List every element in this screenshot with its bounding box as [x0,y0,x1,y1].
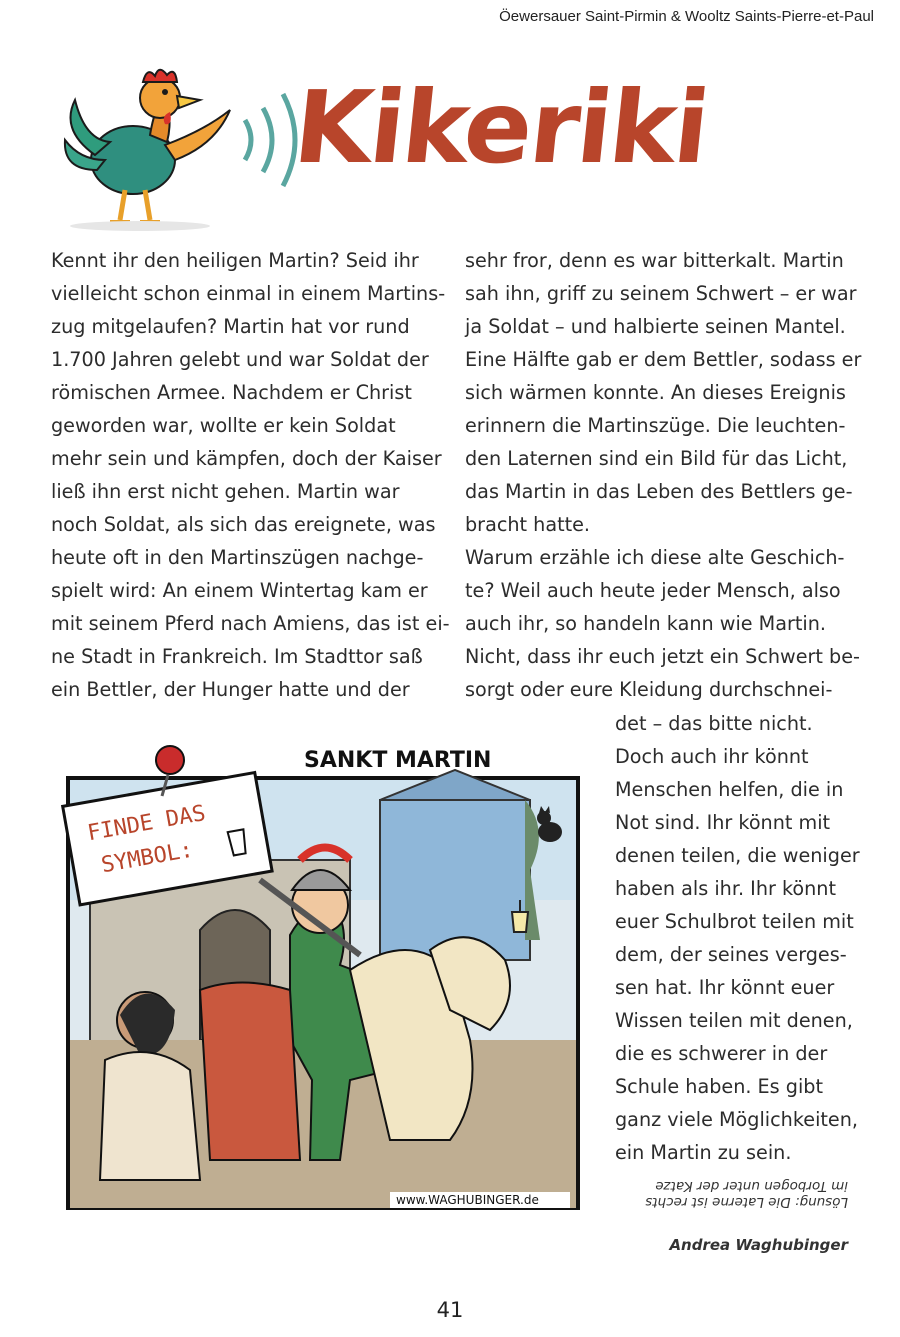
sign-line-2: SYMBOL: [99,837,196,879]
text-line: Warum erzähle ich diese alte Geschich- [465,546,845,569]
text-line: sorgt oder eure Kleidung durchschnei- [465,678,833,701]
text-line: zug mitgelaufen? Martin hat vor rund [51,315,410,338]
text-line: römischen Armee. Nachdem er Christ [51,381,412,404]
text-line: haben als ihr. Ihr könnt [615,877,836,900]
rooster-illustration [55,60,240,235]
text-line: mehr sein und kämpfen, doch der Kaiser [51,447,442,470]
comic-illustration [50,740,585,1215]
solution-line-1: Lösung: Die Laterne ist rechts [645,1194,848,1210]
puzzle-solution-upside-down [618,1178,848,1210]
text-line: spielt wird: An einem Wintertag kam er [51,579,428,602]
text-line: ließ ihn erst nicht gehen. Martin war [51,480,400,503]
text-line: geworden war, wollte er kein Soldat [51,414,396,437]
text-line: den Laternen sind ein Bild für das Licht, [465,447,848,470]
text-line: sehr fror, denn es war bitterkalt. Martin [465,249,844,272]
text-line: sich wärmen konnte. An dieses Ereignis [465,381,846,404]
text-line: Wissen teilen mit denen, [615,1009,853,1032]
text-line: Eine Hälfte gab er dem Bettler, sodass er [465,348,862,371]
text-line: denen teilen, die weniger [615,844,860,867]
text-line: sen hat. Ihr könnt euer [615,976,835,999]
text-line: ein Martin zu sein. [615,1141,792,1164]
page-header: Öewersauer Saint-Pirmin & Wooltz Saints-Pierre-et-Paul [499,8,874,25]
text-line: Not sind. Ihr könnt mit [615,811,831,834]
text-line: ein Bettler, der Hunger hatte und der [51,678,410,701]
text-line: ja Soldat – und halbierte seinen Mantel. [465,315,846,338]
text-line: Doch auch ihr könnt [615,745,809,768]
text-line: te? Weil auch heute jeder Mensch, also [465,579,841,602]
text-column-right [465,244,861,706]
text-column-narrow [615,707,860,1169]
solution-line-2: im Torbogen unter der Katze [655,1178,848,1194]
comic-credit: www.WAGHUBINGER.de [396,1193,539,1207]
text-line: das Martin in das Leben des Bettlers ge- [465,480,853,503]
text-column-left [51,244,450,706]
text-line: vielleicht schon einmal in einem Martins- [51,282,446,305]
text-line: 1.700 Jahren gelebt und war Soldat der [51,348,429,371]
text-line: det – das bitte nicht. [615,712,813,735]
text-line: noch Soldat, als sich das ereignete, was [51,513,436,536]
page-title: Kikeriki [288,69,713,186]
text-line: sah ihn, griff zu seinem Schwert – er war [465,282,857,305]
text-line: ne Stadt in Frankreich. Im Stadttor saß [51,645,423,668]
text-line: euer Schulbrot teilen mit [615,910,854,933]
page-number: 41 [436,1298,464,1322]
text-line: dem, der seines verges- [615,943,847,966]
text-line: auch ihr, so handeln kann wie Martin. [465,612,826,635]
text-line: erinnern die Martinszüge. Die leuchten- [465,414,846,437]
sign-line-1: FINDE DAS [85,800,208,847]
text-line: ganz viele Möglichkeiten, [615,1108,858,1131]
text-line: Kennt ihr den heiligen Martin? Seid ihr [51,249,419,272]
text-line: die es schwerer in der [615,1042,828,1065]
text-line: bracht hatte. [465,513,591,536]
title-banner [55,60,715,235]
comic-title: SANKT MARTIN [304,748,492,773]
text-line: Nicht, dass ihr euch jetzt ein Schwert be- [465,645,860,668]
text-line: heute oft in den Martinszügen nachge- [51,546,424,569]
author-name: Andrea Waghubinger [669,1236,848,1254]
text-line: mit seinem Pferd nach Amiens, das ist ei- [51,612,450,635]
text-line: Schule haben. Es gibt [615,1075,823,1098]
text-line: Menschen helfen, die in [615,778,844,801]
